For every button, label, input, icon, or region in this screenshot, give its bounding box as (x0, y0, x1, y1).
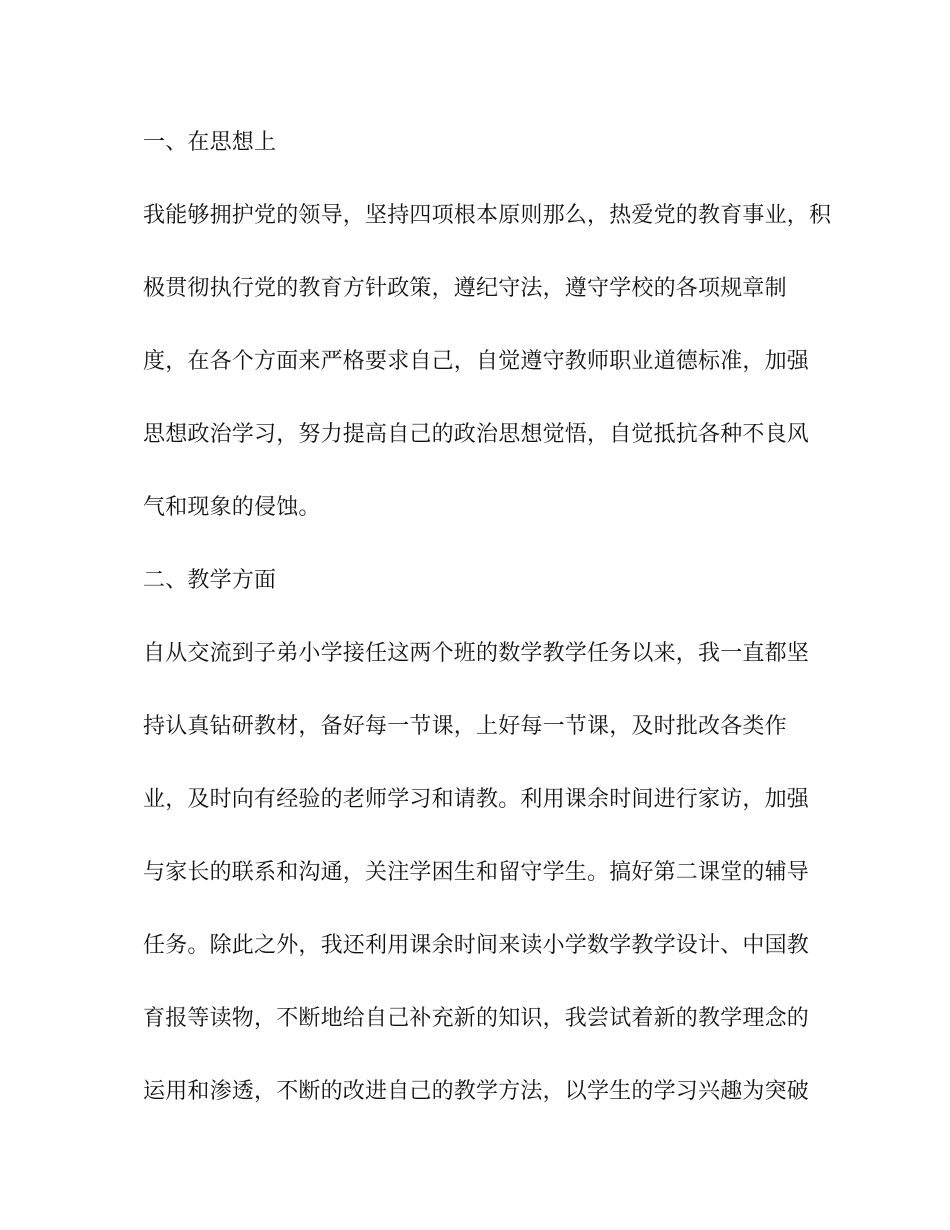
paragraph-line: 与家长的联系和沟通，关注学困生和留守学生。搞好第二课堂的辅导 (143, 860, 810, 885)
section-heading: 一、在思想上 (143, 130, 277, 155)
paragraph-line: 自从交流到子弟小学接任这两个班的数学教学任务以来，我一直都坚 (143, 641, 810, 666)
paragraph-line: 持认真钻研教材，备好每一节课，上好每一节课，及时批改各类作 (143, 714, 787, 739)
paragraph-line: 任务。除此之外，我还利用课余时间来读小学数学教学设计、中国教 (143, 933, 810, 958)
paragraph-line: 运用和渗透，不断的改进自己的教学方法，以学生的学习兴趣为突破 (143, 1079, 810, 1104)
paragraph-line: 育报等读物，不断地给自己补充新的知识，我尝试着新的教学理念的 (143, 1006, 810, 1031)
paragraph-line: 思想政治学习，努力提高自己的政治思想觉悟，自觉抵抗各种不良风 (143, 422, 810, 447)
paragraph-line: 业，及时向有经验的老师学习和请教。利用课余时间进行家访，加强 (143, 787, 810, 812)
paragraph-line: 我能够拥护党的领导，坚持四项根本原则那么，热爱党的教育事业，积 (143, 203, 832, 228)
paragraph-line: 度，在各个方面来严格要求自己，自觉遵守教师职业道德标准，加强 (143, 349, 810, 374)
paragraph-line: 气和现象的侵蚀。 (143, 495, 321, 520)
paragraph-line: 极贯彻执行党的教育方针政策，遵纪守法，遵守学校的各项规章制 (143, 276, 787, 301)
section-heading: 二、教学方面 (143, 568, 277, 593)
